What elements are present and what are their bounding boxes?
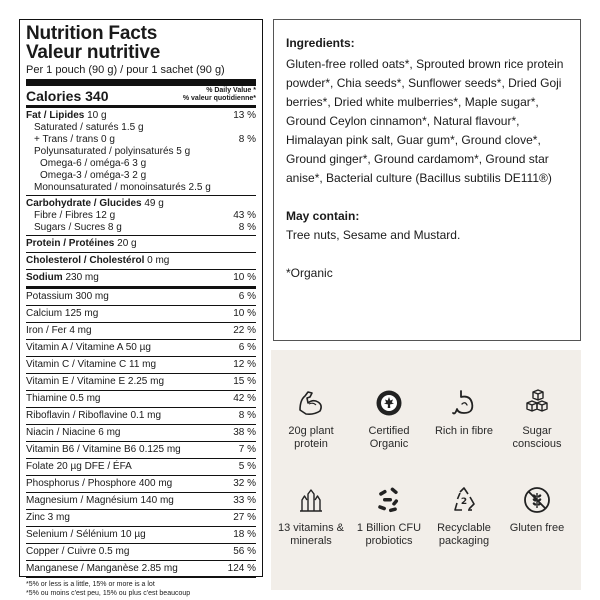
badge-rich-in-fibre — [424, 388, 504, 438]
protein-label: Protein / Protéines — [26, 238, 115, 249]
trans-label: + Trans / trans 0 g — [34, 134, 115, 145]
footnote-en: *5% or less is a little, 15% or more is a lot — [26, 581, 155, 588]
vitamin-dv: 6 % — [238, 291, 256, 302]
vitamin-row — [26, 561, 256, 578]
fibre-label: Fibre / Fibres 12 g — [34, 210, 116, 221]
omega3-row — [26, 170, 256, 182]
vitamin-dv: 38 % — [233, 427, 256, 438]
ingredients-panel — [273, 19, 581, 341]
vitamin-row — [26, 340, 256, 357]
vitamin-row — [26, 476, 256, 493]
vitamin-label: Vitamin A / Vitamine A 50 µg — [26, 342, 151, 353]
vitamin-dv: 33 % — [233, 495, 256, 506]
vitamin-row — [26, 510, 256, 527]
vitamin-dv: 42 % — [233, 393, 256, 404]
carb-label: Carbohydrate / Glucides — [26, 198, 142, 209]
ingredients-heading: Ingredients: — [286, 36, 355, 50]
vitamin-dv: 6 % — [238, 342, 256, 353]
vitamin-label: Niacin / Niacine 6 mg — [26, 427, 121, 438]
vitamin-label: Vitamin C / Vitamine C 11 mg — [26, 359, 157, 370]
vitamin-dv: 15 % — [233, 376, 256, 387]
fat-label: Fat / Lipides — [26, 110, 85, 121]
vitamin-row — [26, 408, 256, 425]
fat-dv: 13 % — [233, 110, 256, 121]
mono-row — [26, 182, 256, 196]
badge-label: Recyclable packaging — [437, 522, 491, 547]
vitamin-row — [26, 391, 256, 408]
may-contain-heading: May contain: — [286, 209, 360, 223]
badge-label: 13 vitamins & minerals — [277, 522, 345, 547]
omega6-row — [26, 158, 256, 170]
vitamin-row — [26, 323, 256, 340]
svg-text:2: 2 — [460, 497, 468, 507]
vitamin-label: Magnesium / Magnésium 140 mg — [26, 495, 174, 506]
poly-label: Polyunsaturated / polyinsaturés 5 g — [34, 146, 191, 157]
saturated-row — [26, 122, 256, 134]
vitamin-row — [26, 527, 256, 544]
vitamin-dv: 18 % — [233, 529, 256, 540]
mono-label: Monounsaturated / monoinsaturés 2.5 g — [34, 182, 211, 193]
protein-amount: 20 g — [117, 238, 137, 249]
dv-header-fr: % valeur quotidienne* — [182, 95, 256, 102]
vitamin-row — [26, 357, 256, 374]
badge-label: 20g plant protein — [288, 425, 334, 450]
cholesterol-amount: 0 mg — [147, 255, 170, 266]
organic-note: *Organic — [286, 266, 333, 280]
badge-sugar-conscious — [497, 388, 577, 451]
vitamin-row — [26, 289, 256, 306]
badge-label: 1 Billion CFU probiotics — [356, 522, 422, 547]
omega6-label: Omega-6 / oméga-6 3 g — [40, 158, 147, 169]
daily-value-header — [183, 87, 256, 103]
vitamin-label: Manganese / Manganèse 2.85 mg — [26, 563, 178, 574]
vitamin-row — [26, 493, 256, 510]
ingredients-text: Gluten-free rolled oats*, Sprouted brown rice protein powder*, Chia seeds*, Sunflower seeds*, Dried Goji berries*, Dried white mulberries*, Maple sugar*, Ground Ceylon cinnamon*, Natural flavour*, Himalayan pink salt, Guar gum*, Ground clove*, Ground ginger*, Ground cardamom*, Ground star anise*, Bacterial culture (Bacillus subtilis DE111®) — [286, 57, 564, 185]
vitamin-row — [26, 374, 256, 391]
vitamin-dv: 10 % — [233, 308, 256, 319]
crystals-icon — [296, 485, 326, 515]
vitamin-label: Calcium 125 mg — [26, 308, 99, 319]
sodium-label: Sodium — [26, 272, 63, 283]
calories: Calories 340 — [26, 88, 109, 104]
certified-organic-icon — [374, 388, 404, 418]
badge-recyclable — [424, 485, 504, 548]
vitamin-label: Zinc 3 mg — [26, 512, 70, 523]
vitamin-dv: 124 % — [227, 563, 256, 574]
trans-row — [26, 134, 256, 146]
vitamin-label: Folate 20 µg DFE / ÉFA — [26, 461, 132, 472]
badge-label: Gluten free — [509, 522, 565, 534]
badge-label: Rich in fibre — [434, 425, 494, 437]
vitamin-row — [26, 425, 256, 442]
vitamin-label: Vitamin E / Vitamine E 2.25 mg — [26, 376, 165, 387]
fat-amount: 10 g — [87, 110, 107, 121]
omega3-label: Omega-3 / oméga-3 2 g — [40, 170, 147, 181]
vitamin-row — [26, 306, 256, 323]
vitamin-mineral-list — [26, 289, 256, 578]
vitamin-row — [26, 544, 256, 561]
recycle-icon — [449, 485, 479, 515]
vitamin-row — [26, 442, 256, 459]
badge-certified-organic — [349, 388, 429, 451]
stomach-icon — [449, 388, 479, 418]
sugars-row — [26, 222, 256, 236]
vitamin-label: Iron / Fer 4 mg — [26, 325, 92, 336]
saturated-label: Saturated / saturés 1.5 g — [34, 122, 144, 133]
fat-row — [26, 108, 256, 122]
vitamin-label: Copper / Cuivre 0.5 mg — [26, 546, 130, 557]
protein-row — [26, 236, 256, 253]
sodium-amount: 230 mg — [65, 272, 99, 283]
sodium-dv: 10 % — [233, 272, 256, 283]
vitamin-label: Selenium / Sélénium 10 µg — [26, 529, 146, 540]
sugar-cubes-icon — [522, 388, 552, 418]
product-attributes-panel — [271, 350, 581, 590]
sodium-row — [26, 270, 256, 289]
fibre-row — [26, 210, 256, 222]
vitamin-dv: 22 % — [233, 325, 256, 336]
vitamin-label: Vitamin B6 / Vitamine B6 0.125 mg — [26, 444, 181, 455]
fibre-dv: 43 % — [233, 210, 256, 221]
nutrition-facts-panel — [19, 19, 263, 597]
cholesterol-label: Cholesterol / Cholestérol — [26, 255, 145, 266]
badge-gluten-free — [497, 485, 577, 535]
vitamin-dv: 32 % — [233, 478, 256, 489]
vitamin-dv: 7 % — [238, 444, 256, 455]
vitamin-dv: 12 % — [233, 359, 256, 370]
badge-plant-protein — [271, 388, 351, 451]
muscle-arm-icon — [296, 388, 326, 418]
vitamin-dv: 56 % — [233, 546, 256, 557]
badge-probiotics — [349, 485, 429, 548]
vitamin-dv: 5 % — [238, 461, 256, 472]
calories-row — [26, 86, 256, 108]
carb-amount: 49 g — [144, 198, 164, 209]
poly-row — [26, 146, 256, 158]
dv-header-en: % Daily Value * — [206, 87, 256, 94]
vitamin-label: Phosphorus / Phosphore 400 mg — [26, 478, 173, 489]
badge-label: Sugar conscious — [512, 425, 562, 450]
vitamin-label: Riboflavin / Riboflavine 0.1 mg — [26, 410, 162, 421]
vitamin-dv: 27 % — [233, 512, 256, 523]
vitamin-row — [26, 459, 256, 476]
badge-label: Certified Organic — [368, 425, 410, 450]
badge-vitamins-minerals — [271, 485, 351, 548]
footnote-fr: *5% ou moins c'est peu, 15% ou plus c'est beaucoup — [26, 590, 191, 597]
nutrition-footnote — [26, 578, 256, 598]
sugars-dv: 8 % — [238, 222, 256, 233]
vitamin-dv: 8 % — [238, 410, 256, 421]
gluten-free-icon — [522, 485, 552, 515]
trans-dv: 8 % — [238, 134, 256, 145]
vitamin-label: Potassium 300 mg — [26, 291, 109, 302]
carb-row — [26, 196, 256, 210]
serving-size: Per 1 pouch (90 g) / pour 1 sachet (90 g) — [26, 63, 256, 86]
probiotics-icon — [374, 485, 404, 515]
nutrition-title-en: Nutrition Facts — [26, 23, 158, 44]
vitamin-label: Thiamine 0.5 mg — [26, 393, 101, 404]
cholesterol-row — [26, 253, 256, 270]
nutrition-title-fr: Valeur nutritive — [26, 42, 161, 63]
may-contain-text: Tree nuts, Sesame and Mustard. — [286, 228, 461, 242]
sugars-label: Sugars / Sucres 8 g — [34, 222, 122, 233]
